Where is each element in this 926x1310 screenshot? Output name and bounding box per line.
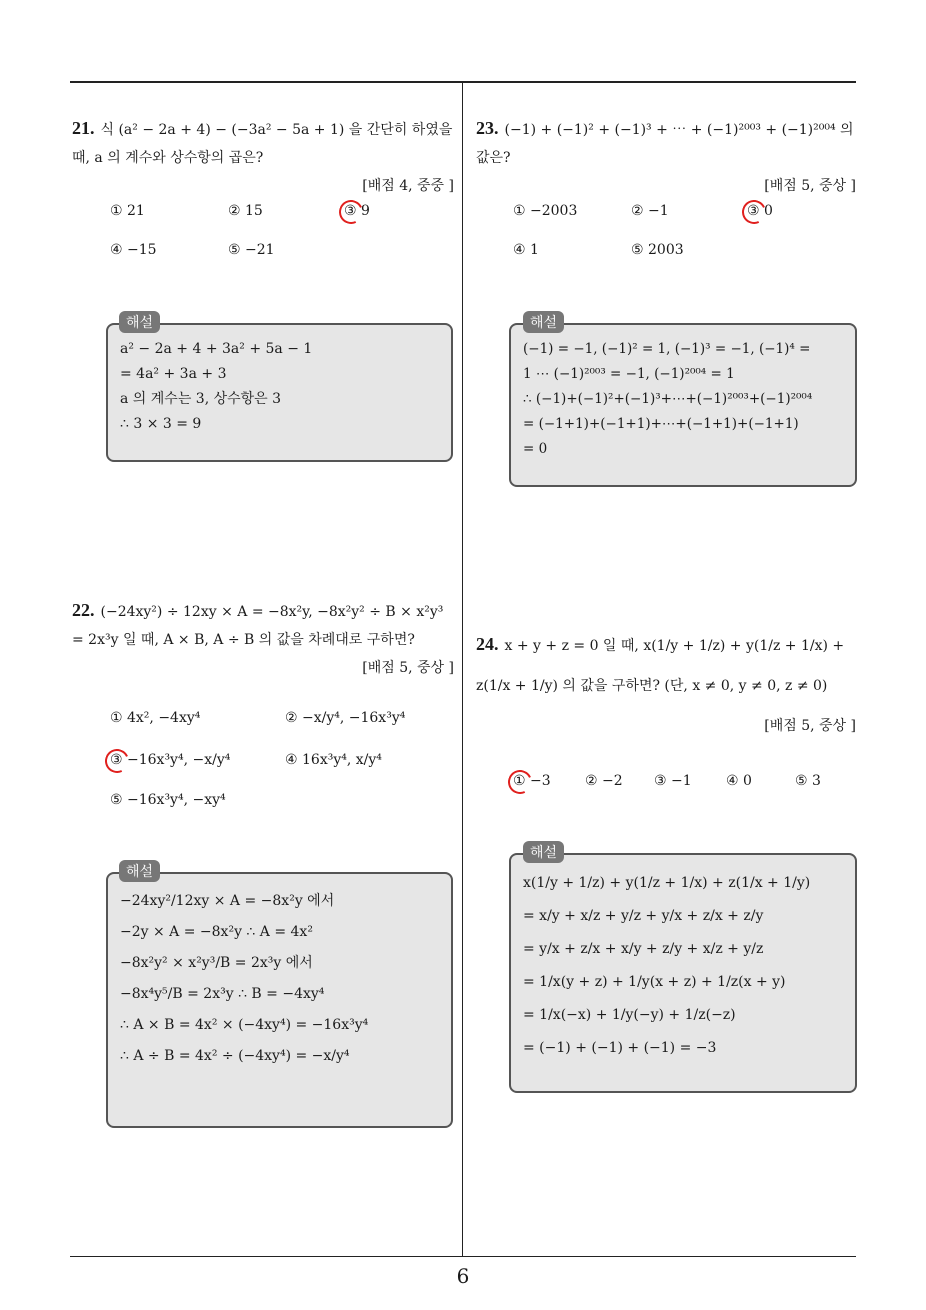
solution-line: −24xy²/12xy × A = −8x²y 에서	[120, 893, 335, 909]
solution-line: −2y × A = −8x²y ∴ A = 4x²	[120, 924, 313, 940]
solution-line: a 의 계수는 3, 상수항은 3	[120, 391, 282, 407]
score-mark: [배점 4, 중중 ]	[362, 178, 454, 194]
solution-line: ∴ (−1)+(−1)²+(−1)³+⋯+(−1)²⁰⁰³+(−1)²⁰⁰⁴	[523, 391, 813, 407]
solution-line: = (−1+1)+(−1+1)+⋯+(−1+1)+(−1+1)	[523, 416, 799, 432]
question-number: 22.	[72, 600, 95, 620]
solution-line: (−1) = −1, (−1)² = 1, (−1)³ = −1, (−1)⁴ =	[523, 341, 811, 357]
choice-5[interactable]: ⑤ −21	[228, 242, 275, 258]
solution-line: ∴ A × B = 4x² × (−4xy⁴) = −16x³y⁴	[120, 1017, 369, 1033]
choice-3[interactable]: ③ −16x³y⁴, −x/y⁴	[110, 752, 231, 768]
choice-1[interactable]: ① 4x², −4xy⁴	[110, 710, 201, 726]
question-21	[72, 114, 454, 200]
answer-circle	[336, 197, 367, 228]
choice-2[interactable]: ② −1	[631, 203, 669, 219]
choice-3[interactable]: ③ −1	[654, 773, 692, 789]
question-text: (−1) + (−1)² + (−1)³ + ⋯ + (−1)²⁰⁰³ + (−1)²⁰⁰⁴ 의 값은?	[476, 122, 854, 166]
solution-line: x(1/y + 1/z) + y(1/z + 1/x) + z(1/x + 1/y)	[523, 875, 811, 891]
answer-circle	[505, 767, 536, 798]
choice-5[interactable]: ⑤ 3	[795, 773, 821, 789]
solution-box-23	[509, 323, 857, 487]
choice-5[interactable]: ⑤ −16x³y⁴, −xy⁴	[110, 792, 226, 808]
question-23	[476, 114, 856, 200]
choice-4[interactable]: ④ −15	[110, 242, 157, 258]
choice-5[interactable]: ⑤ 2003	[631, 242, 684, 258]
solution-line: = y/x + z/x + x/y + z/y + x/z + y/z	[523, 941, 764, 957]
solution-line: = 4a² + 3a + 3	[120, 366, 227, 382]
score-mark: [배점 5, 중상 ]	[764, 718, 856, 734]
question-text: x + y + z = 0 일 때, x(1/y + 1/z) + y(1/z + 1/x) + z(1/x + 1/y) 의 값을 구하면? (단, x ≠ 0, y ≠ 0, z ≠ 0)	[476, 638, 845, 694]
choice-1[interactable]: ① 21	[110, 203, 145, 219]
question-text: (−24xy²) ÷ 12xy × A = −8x²y, −8x²y² ÷ B × x²y³ = 2x³y 일 때, A × B, A ÷ B 의 값을 차례대로 구하면?	[72, 604, 444, 648]
solution-tag: 해설	[523, 311, 564, 333]
solution-line: ∴ A ÷ B = 4x² ÷ (−4xy⁴) = −x/y⁴	[120, 1048, 350, 1064]
choice-1[interactable]: ① −2003	[513, 203, 578, 219]
solution-line: = (−1) + (−1) + (−1) = −3	[523, 1040, 717, 1056]
solution-tag: 해설	[119, 311, 160, 333]
solution-line: = x/y + x/z + y/z + y/x + z/x + z/y	[523, 908, 764, 924]
solution-line: ∴ 3 × 3 = 9	[120, 416, 202, 432]
solution-line: 1 ⋯ (−1)²⁰⁰³ = −1, (−1)²⁰⁰⁴ = 1	[523, 366, 735, 382]
solution-line: −8x²y² × x²y³/B = 2x³y 에서	[120, 955, 313, 971]
solution-line: = 0	[523, 441, 548, 457]
choice-1[interactable]: ① −3	[513, 773, 551, 789]
solution-line: = 1/x(−x) + 1/y(−y) + 1/z(−z)	[523, 1007, 736, 1023]
choice-2[interactable]: ② 15	[228, 203, 263, 219]
choice-3[interactable]: ③ 0	[747, 203, 773, 219]
column-divider	[462, 83, 463, 1257]
choice-2[interactable]: ② −x/y⁴, −16x³y⁴	[285, 710, 406, 726]
question-number: 21.	[72, 118, 95, 138]
solution-line: = 1/x(y + z) + 1/y(x + z) + 1/z(x + y)	[523, 974, 786, 990]
score-mark: [배점 5, 중상 ]	[764, 178, 856, 194]
solution-box-22	[106, 872, 453, 1128]
solution-line: a² − 2a + 4 + 3a² + 5a − 1	[120, 341, 313, 357]
question-22	[72, 596, 454, 682]
answer-circle	[102, 746, 133, 777]
question-text: 식 (a² − 2a + 4) − (−3a² − 5a + 1) 을 간단히 하였을 때, a 의 계수와 상수항의 곱은?	[72, 122, 453, 166]
page-number: 6	[456, 1264, 470, 1288]
question-number: 24.	[476, 634, 499, 654]
bottom-rule	[70, 1256, 856, 1257]
question-number: 23.	[476, 118, 499, 138]
solution-box-24	[509, 853, 857, 1093]
score-mark: [배점 5, 중상 ]	[362, 660, 454, 676]
choice-4[interactable]: ④ 0	[726, 773, 752, 789]
solution-tag: 해설	[119, 860, 160, 882]
choice-4[interactable]: ④ 1	[513, 242, 539, 258]
choice-2[interactable]: ② −2	[585, 773, 623, 789]
solution-box-21	[106, 323, 453, 462]
top-rule	[70, 81, 856, 83]
solution-line: −8x⁴y⁵/B = 2x³y ∴ B = −4xy⁴	[120, 986, 325, 1002]
choice-4[interactable]: ④ 16x³y⁴, x/y⁴	[285, 752, 382, 768]
solution-tag: 해설	[523, 841, 564, 863]
answer-circle	[739, 197, 770, 228]
choice-3[interactable]: ③ 9	[344, 203, 370, 219]
question-24	[476, 624, 856, 746]
